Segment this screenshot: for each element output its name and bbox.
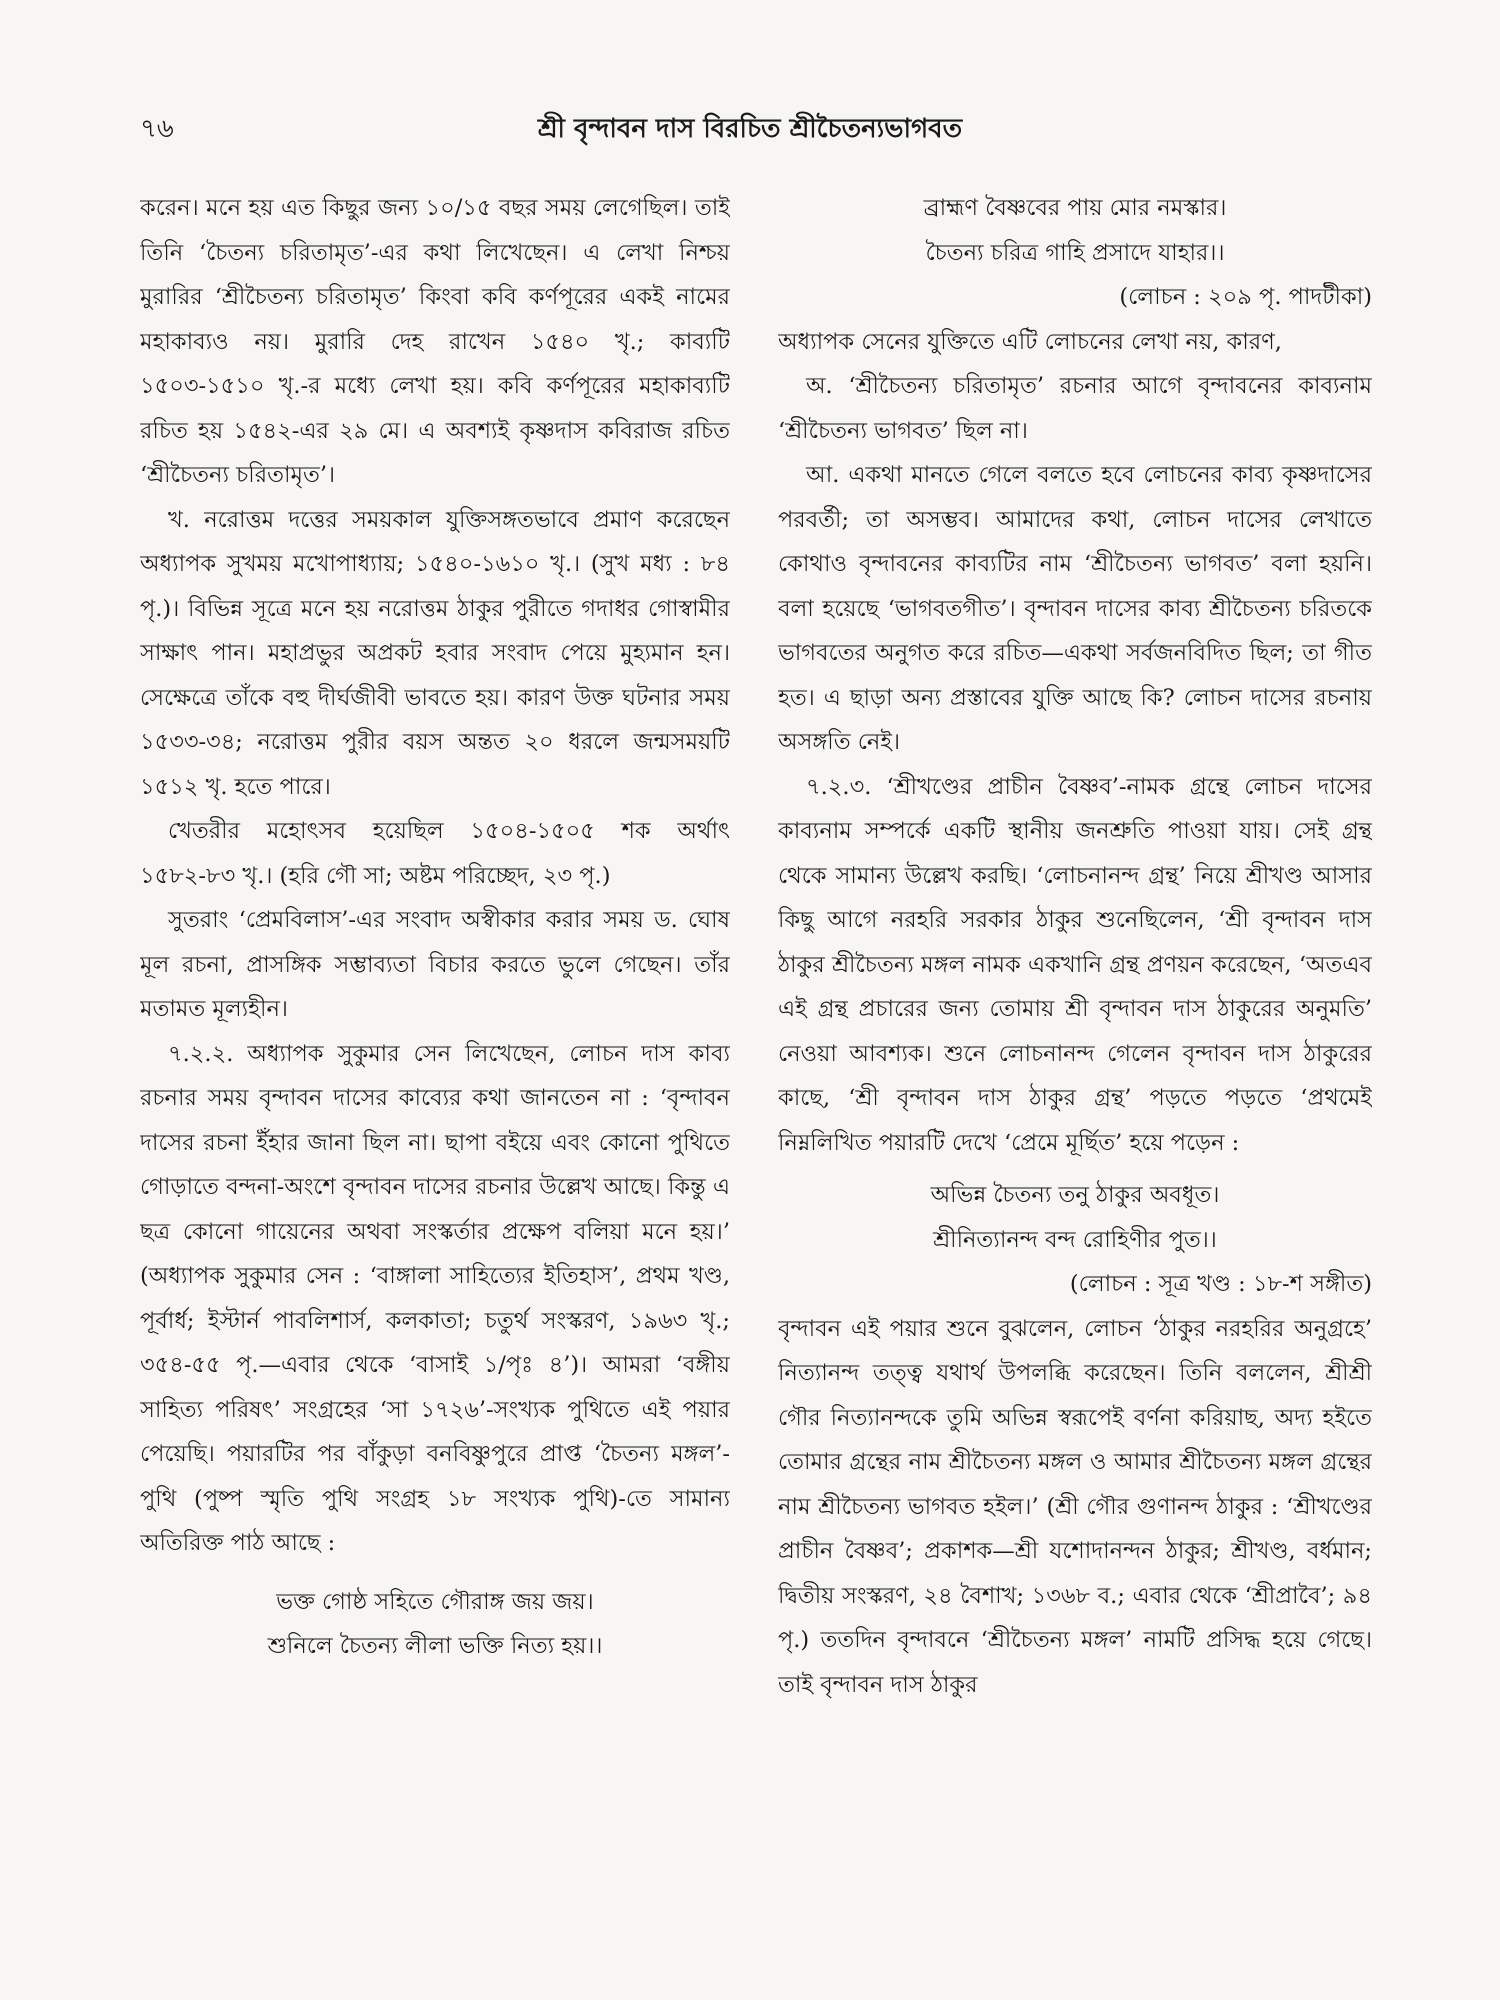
- paragraph: বৃন্দাবন এই পয়ার শুনে বুঝলেন, লোচন ‘ঠাকুর নরহরির অনুগ্রহে’ নিত্যানন্দ তত্ত্ব যথার্থ উপলব্ধি করেছেন। তিনি বললেন, শ্রীশ্রী গৌর নিত্যানন্দকে তুমি অভিন্ন স্বরূপেই বর্ণনা করিয়াছ, অদ্য হইতে তোমার গ্রন্থের নাম শ্রীচৈতন্য মঙ্গল ও আমার শ্রীচৈতন্য মঙ্গল গ্রন্থের নাম শ্রীচৈতন্য ভাগবত হইল।’ (শ্রী গৌর গুণানন্দ ঠাকুর : ‘শ্রীখণ্ডের প্রাচীন বৈষ্ণব’; প্রকাশক—শ্রী যশোদানন্দন ঠাকুর; শ্রীখণ্ড, বর্ধমান; দ্বিতীয় সংস্করণ, ২৪ বৈশাখ; ১৩৬৮ ব.; এবার থেকে ‘শ্রীপ্রাবৈ’; ৯৪ পৃ.) ততদিন বৃন্দাবনে ‘শ্রীচৈতন্য মঙ্গল’ নামটি প্রসিদ্ধ হয়ে গেছে। তাই বৃন্দাবন দাস ঠাকুর: [778, 1315, 1372, 1698]
- paragraph: করেন। মনে হয় এত কিছুর জন্য ১০/১৫ বছর সময় লেগেছিল। তাই তিনি ‘চৈতন্য চরিতামৃত’-এর কথা লিখেছেন। এ লেখা নিশ্চয় মুরারির ‘শ্রীচৈতন্য চরিতামৃত’ কিংবা কবি কর্ণপূরের একই নামের মহাকাব্যও নয়। মুরারি দেহ রাখেন ১৫৪০ খৃ.; কাব্যটি ১৫০৩-১৫১০ খৃ.-র মধ্যে লেখা হয়। কবি কর্ণপূরের মহাকাব্যটি রচিত হয় ১৫৪২-এর ২৯ মে। এ অবশ্যই কৃষ্ণদাস কবিরাজ রচিত ‘শ্রীচৈতন্য চরিতামৃত’।: [140, 195, 730, 488]
- verse-line: চৈতন্য চরিত্র গাহি প্রসাদে যাহার।।: [925, 239, 1225, 266]
- citation: (লোচন : ২০৯ পৃ. পাদটীকা): [1119, 284, 1372, 310]
- right-column: [778, 186, 1372, 1916]
- paragraph: আ. একথা মানতে গেলে বলতে হবে লোচনের কাব্য কৃষ্ণদাসের পরবর্তী; তা অসম্ভব। আমাদের কথা, লোচন দাসের লেখাতে কোথাও বৃন্দাবনের কাব্যটির নাম ‘শ্রীচৈতন্য ভাগবত’ বলা হয়নি। বলা হয়েছে ‘ভাগবতগীত’। বৃন্দাবন দাসের কাব্য শ্রীচৈতন্য চরিতকে ভাগবতের অনুগত করে রচিত—একথা সর্বজনবিদিত ছিল; তা গীত হত। এ ছাড়া অন্য প্রস্তাবের যুক্তি আছে কি? লোচন দাসের রচনায় অসঙ্গতি নেই।: [778, 462, 1372, 755]
- verse-line: ভক্ত গোষ্ঠ সহিতে গৌরাঙ্গ জয় জয়।: [276, 1588, 594, 1615]
- verse-line: অভিন্ন চৈতন্য তনু ঠাকুর অবধূত।: [930, 1182, 1220, 1208]
- verse-line: শুনিলে চৈতন্য লীলা ভক্তি নিত্য হয়।।: [267, 1633, 603, 1659]
- citation: (লোচন : সূত্র খণ্ড : ১৮-শ সঙ্গীত): [1069, 1271, 1372, 1297]
- page-number: ৭৬: [140, 114, 174, 144]
- paragraph: খেতরীর মহোৎসব হয়েছিল ১৫০৪-১৫০৫ শক অর্থাৎ ১৫৮২-৮৩ খৃ.। (হরি গৌ সা; অষ্টম পরিচ্ছেদ, ২৩ পৃ.): [140, 818, 730, 889]
- page-header: [140, 100, 1360, 150]
- paragraph: সুতরাং ‘প্রেমবিলাস’-এর সংবাদ অস্বীকার করার সময় ড. ঘোষ মূল রচনা, প্রাসঙ্গিক সম্ভাব্যতা বিচার করতে ভুলে গেছেন। তাঁর মতামত মূল্যহীন।: [140, 907, 730, 1022]
- running-title: শ্রী বৃন্দাবন দাস বিরচিত শ্রীচৈতন্যভাগবত: [537, 114, 963, 144]
- verse-line: শ্রীনিত্যানন্দ বন্দ রোহিণীর পুত।।: [933, 1226, 1217, 1253]
- paragraph: খ. নরোত্তম দত্তের সময়কাল যুক্তিসঙ্গতভাবে প্রমাণ করেছেন অধ্যাপক সুখময় মখোপাধ্যায়; ১৫৪০-১৬১০ খৃ.। (সুখ মধ্য : ৮৪ পৃ.)। বিভিন্ন সূত্রে মনে হয় নরোত্তম ঠাকুর পুরীতে গদাধর গোস্বামীর সাক্ষাৎ পান। মহাপ্রভুর অপ্রকট হবার সংবাদ পেয়ে মুহ্যমান হন। সেক্ষেত্রে তাঁকে বহু দীর্ঘজীবী ভাবতে হয়। কারণ উক্ত ঘটনার সময় ১৫৩৩-৩৪; নরোত্তম পুরীর বয়স অন্তত ২০ ধরলে জন্মসময়টি ১৫১২ খৃ. হতে পারে।: [140, 506, 730, 800]
- left-column: [140, 186, 730, 1916]
- verse-line: ব্রাহ্মণ বৈষ্ণবের পায় মোর নমস্কার।: [923, 195, 1227, 221]
- paragraph: অ. ‘শ্রীচৈতন্য চরিতামৃত’ রচনার আগে বৃন্দাবনের কাব্যনাম ‘শ্রীচৈতন্য ভাগবত’ ছিল না।: [778, 373, 1372, 444]
- paragraph: অধ্যাপক সেনের যুক্তিতে এটি লোচনের লেখা নয়, কারণ,: [778, 328, 1282, 355]
- paragraph: ৭.২.৩. ‘শ্রীখণ্ডের প্রাচীন বৈষ্ণব’-নামক গ্রন্থে লোচন দাসের কাব্যনাম সম্পর্কে একটি স্থানীয় জনশ্রুতি পাওয়া যায়। সেই গ্রন্থ থেকে সামান্য উল্লেখ করছি। ‘লোচনানন্দ গ্রন্থ’ নিয়ে শ্রীখণ্ড আসার কিছু আগে নরহরি সরকার ঠাকুর শুনেছিলেন, ‘শ্রী বৃন্দাবন দাস ঠাকুর শ্রীচৈতন্য মঙ্গল নামক একখানি গ্রন্থ প্রণয়ন করেছেন, ‘অতএব এই গ্রন্থ প্রচারের জন্য তোমায় শ্রী বৃন্দাবন দাস ঠাকুরের অনুমতি’ নেওয়া আবশ্যক। শুনে লোচনানন্দ গেলেন বৃন্দাবন দাস ঠাকুরের কাছে, ‘শ্রী বৃন্দাবন দাস ঠাকুর গ্রন্থ’ পড়তে পড়তে ‘প্রথমেই নিম্নলিখিত পয়ারটি দেখে ‘প্রেমে মূর্ছিত’ হয়ে পড়েন :: [778, 773, 1372, 1156]
- paragraph: ৭.২.২. অধ্যাপক সুকুমার সেন লিখেছেন, লোচন দাস কাব্য রচনার সময় বৃন্দাবন দাসের কাব্যের কথা জানতেন না : ‘বৃন্দাবন দাসের রচনা ইঁহার জানা ছিল না। ছাপা বইয়ে এবং কোনো পুথিতে গোড়াতে বন্দনা-অংশে বৃন্দাবন দাসের রচনার উল্লেখ আছে। কিন্তু এ ছত্র কোনো গায়েনের অথবা সংস্কর্তার প্রক্ষেপ বলিয়া মনে হয়।’ (অধ্যাপক সুকুমার সেন : ‘বাঙ্গালা সাহিত্যের ইতিহাস’, প্রথম খণ্ড, পূর্বার্ধ; ইস্টার্ন পাবলিশার্স, কলকাতা; চতুর্থ সংস্করণ, ১৯৬৩ খৃ.; ৩৫৪-৫৫ পৃ.—এবার থেকে ‘বাসাই ১/পৃঃ ৪’)। আমরা ‘বঙ্গীয় সাহিত্য পরিষৎ’ সংগ্রহের ‘সা ১৭২৬’-সংখ্যক পুথিতে এই পয়ার পেয়েছি। পয়ারটির পর বাঁকুড়া বনবিষ্ণুপুরে প্রাপ্ত ‘চৈতন্য মঙ্গল’-পুথি (পুষ্প স্মৃতি পুথি সংগ্রহ ১৮ সংখ্যক পুথি)-তে সামান্য অতিরিক্ত পাঠ আছে :: [140, 1040, 730, 1556]
